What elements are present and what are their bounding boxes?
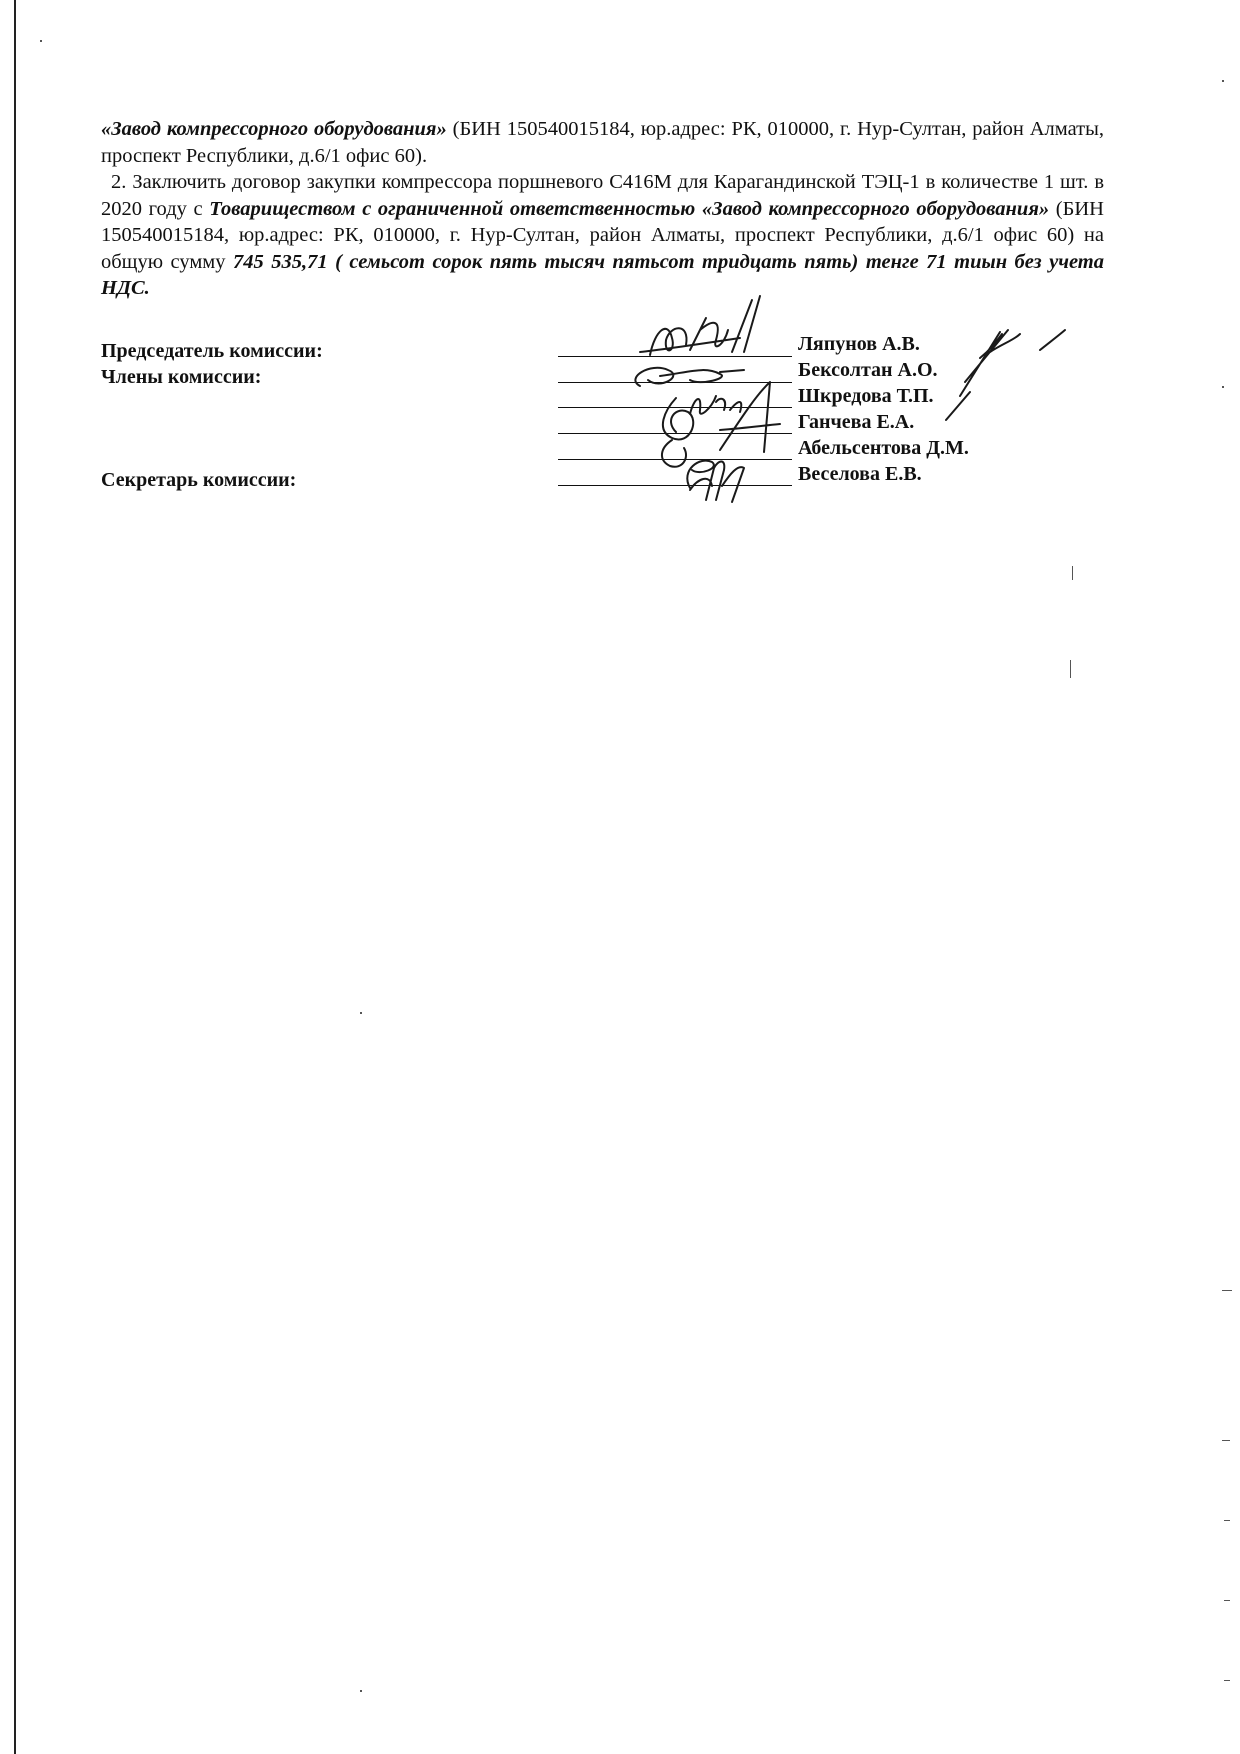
signature-stroke xyxy=(946,330,1065,420)
member-name: Бексолтан А.О. xyxy=(798,359,938,381)
signature-member-1 xyxy=(635,368,744,386)
scan-speck xyxy=(1072,566,1073,580)
signature-member-3 xyxy=(663,382,780,452)
members-label: Члены комиссии: xyxy=(101,366,262,388)
scan-speck xyxy=(1222,386,1224,388)
scan-speck xyxy=(40,40,42,42)
signature-member-2 xyxy=(690,396,741,414)
scan-speck xyxy=(360,1690,362,1692)
member-name: Веселова Е.В. xyxy=(798,463,922,485)
handwritten-signatures xyxy=(0,0,1240,560)
contract-details: (БИН 150540015184, юр.адрес: РК, 010000, г. Нур-Султан, район Алматы, проспект Республики, д.6/1 офис 60) на общую сумму xyxy=(101,197,1104,273)
chairman-label: Председатель комиссии: xyxy=(101,340,323,362)
scan-speck xyxy=(1222,1440,1230,1441)
member-name: Шкредова Т.П. xyxy=(798,385,934,407)
scan-speck xyxy=(1224,1520,1230,1521)
signature-chairman xyxy=(640,296,760,355)
scan-speck xyxy=(1070,660,1071,678)
company-details: (БИН 150540015184, юр.адрес: РК, 010000, г. Нур-Султан, район Алматы, проспект Республики, д.6/1 офис 60). xyxy=(101,118,1104,167)
scan-speck xyxy=(360,1012,362,1014)
contract-amount: 745 535,71 ( семьсот сорок пять тысяч пятьсот тридцать пять) тенге 71 тиын без учета НДС. xyxy=(101,250,1104,299)
contract-partner: Товариществом с ограниченной ответственностью «Завод компрессорного оборудования» xyxy=(209,197,1050,220)
signature-block xyxy=(0,0,1240,560)
signature-secretary xyxy=(687,461,744,502)
scan-speck xyxy=(1222,1290,1232,1291)
member-name: Ганчева Е.А. xyxy=(798,411,915,433)
member-name: Абельсентова Д.М. xyxy=(798,437,969,459)
secretary-label: Секретарь комиссии: xyxy=(101,469,297,491)
scan-speck xyxy=(1222,80,1224,82)
scan-speck xyxy=(1224,1600,1230,1601)
company-name: «Завод компрессорного оборудования» xyxy=(101,118,447,140)
signature-member-4 xyxy=(662,440,686,467)
member-name: Ляпунов А.В. xyxy=(798,333,920,355)
scan-speck xyxy=(1224,1680,1230,1681)
contract-intro: 2. Заключить договор закупки компрессора поршневого С416М для Карагандинской ТЭЦ-1 в количестве 1 шт. в 2020 году с xyxy=(101,171,1104,220)
